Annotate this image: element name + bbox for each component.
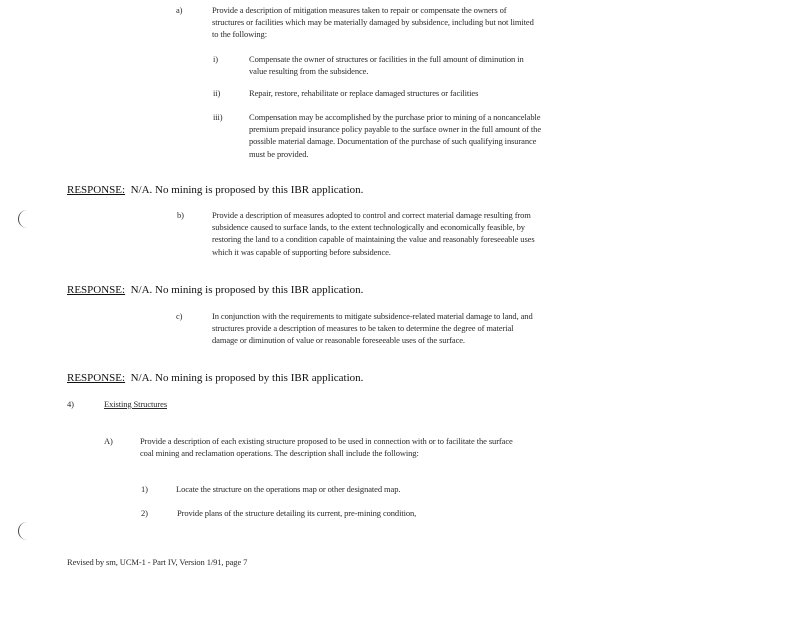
item-c-label: c) xyxy=(176,311,183,321)
section-4-item-2-label: 2) xyxy=(141,508,148,518)
section-4-A-text: Provide a description of each existing structure proposed to be used in connection with or to facilitate the surface coal mining and reclamation operations. The description shall include the following: xyxy=(140,436,513,459)
section-4-item-1-text: Locate the structure on the operations map or other designated map. xyxy=(176,484,401,494)
response-keyword: RESPONSE: xyxy=(67,372,126,384)
subitem-iii-text: Compensation may be accomplished by the purchase prior to mining of a noncancelable premium prepaid insurance policy payable to the surface owner in the full amount of the possible material damage. Documentation of the purchase of such qualifying insurance must be provided. xyxy=(249,112,542,159)
response-keyword: RESPONSE: xyxy=(67,184,126,196)
subitem-ii-label: ii) xyxy=(213,88,221,98)
response-keyword: RESPONSE: xyxy=(67,284,126,296)
response-text: N/A. No mining is proposed by this IBR application. xyxy=(130,184,364,196)
subitem-iii-label: iii) xyxy=(213,112,223,122)
section-4-number: 4) xyxy=(67,399,74,409)
section-4-A-label: A) xyxy=(104,436,113,446)
item-b-label: b) xyxy=(177,210,184,220)
section-4-title: Existing Structures xyxy=(104,399,168,409)
subitem-i-text: Compensate the owner of structures or facilities in the full amount of diminution in value resulting from the subsidence. xyxy=(249,54,524,77)
item-b-text: Provide a description of measures adopted to control and correct material damage resulting from subsidence caused to surface lands, to the extent technologically and economically feasible, by restoring the land to a condition capable of maintaining the value and reasonably foreseeable uses which it was capable of supporting before subsidence. xyxy=(212,210,535,257)
scan-mark xyxy=(18,522,31,540)
response-3 xyxy=(67,372,363,385)
response-2 xyxy=(67,284,363,297)
scan-mark xyxy=(18,210,31,228)
section-4-item-1-label: 1) xyxy=(141,484,148,494)
response-text: N/A. No mining is proposed by this IBR application. xyxy=(130,372,364,384)
subitem-i-label: i) xyxy=(213,54,218,64)
subitem-ii-text: Repair, restore, rehabilitate or replace damaged structures or facilities xyxy=(249,88,479,98)
item-a-text: Provide a description of mitigation measures taken to repair or compensate the owners of structures or facilities which may be materially damaged by subsidence, including but not limited to the following: xyxy=(212,5,534,40)
section-4-item-2-text: Provide plans of the structure detailing its current, pre-mining condition, xyxy=(177,508,417,518)
item-c-text: In conjunction with the requirements to mitigate subsidence-related material damage to land, and structures provide a description of measures to be taken to determine the degree of material damage or diminution of value or reasonable foreseeable uses of the surface. xyxy=(212,311,533,346)
item-a-label: a) xyxy=(176,5,183,15)
page-footer: Revised by sm, UCM-1 - Part IV, Version 1/91, page 7 xyxy=(67,557,248,567)
response-text: N/A. No mining is proposed by this IBR application. xyxy=(130,284,364,296)
response-1 xyxy=(67,184,363,197)
